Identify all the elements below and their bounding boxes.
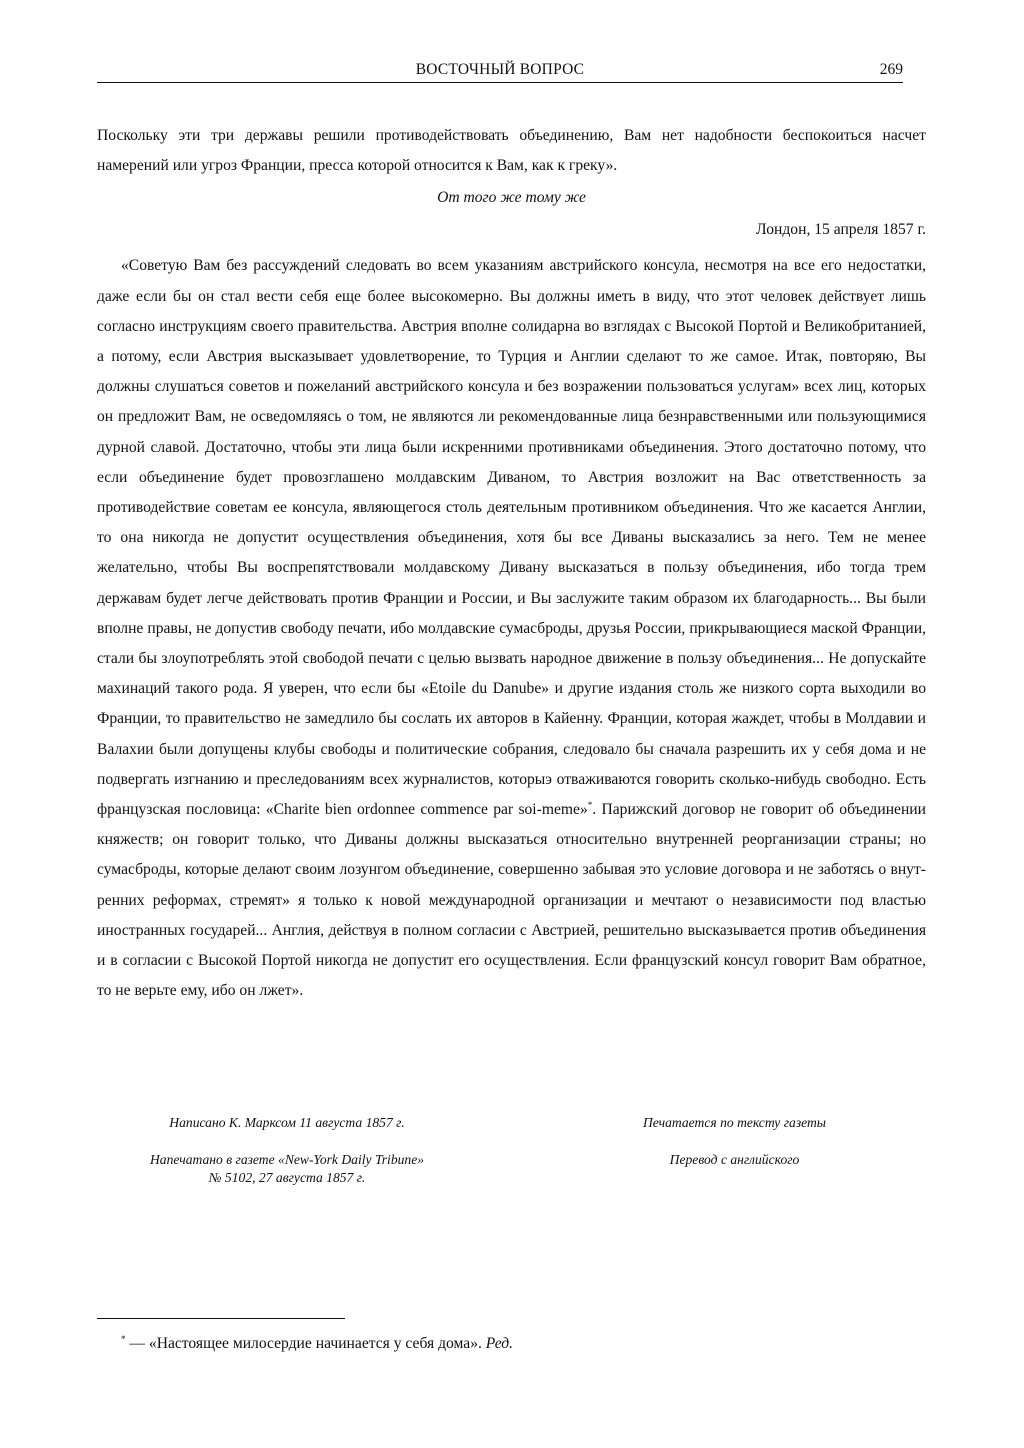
letter-text-part-1: «Советую Вам без рассуждений следовать во всем указаниям австрийского консула, несмотря на все его недостатки, даже если бы он стал вести себя еще более высокомерно. Вы должны иметь в виду, что этот человек действует лишь согласно инструкциям своего правительства. Австрия вполне солидарна во взглядах с Высокой Портой и Великобританией, а потому, если Австрия высказывает удовлетворение, то Турция и Англии сделают то же самое. Итак, повторяю, Вы должны слушаться советов и пожеланий австрийского консула и без возражении пользоваться услугам» всех лиц, которых он предложит Вам, не осведомляясь о том, не являются ли рекомендованные лица безнравственными или пользующимися дурной славой. Достаточно, чтобы эти лица были искренними противниками объединения. Этого достаточно потому, что если объединение будет провозглашено молдавским Диваном, то Австрия возложит на Вас ответственность за противодействие советам ее консула, являющегося столь деятельным противником объединения. Что же касается Англии, то она никогда не допустит осуществления объединения, хотя бы все Диваны высказались за него. Тем не менее желательно, чтобы Вы воспрепятствовали молдавскому Дивану высказаться в пользу объединения, ибо тогда трем державам будет легче действовать против Франции и России, и Вы заслужите таким образом их благодарность... Вы были вполне правы, не допустив свободу печати, ибо молдавские сумасброды, друзья России, прикрывающиеся маской Франции, стали бы злоупотреблять этой свободой печати с целью вызвать народное движение в пользу объединения... Не допускайте махинаций такого рода. Я уверен, что если бы «Etoile du Danube» и другие издания столь же низкого сорта выходили во Франции, то правительство не замедлило бы сослать их авторов в Кайенну. Франции, которая жаждет, чтобы в Молдавии и Валахии были допущены клубы свободы и политические собрания, следовало бы сначала разрешить их у себя дома и не подвергать изгнанию и преследованиям всех журналистов, которыэ отваживаются говорить сколько-нибудь свободно. Есть французская пословица: «Charite bien ordonnee commence par soi-meme» xyxy=(97,257,926,819)
colophon-left xyxy=(97,1114,477,1206)
colophon-translation: Перевод с английского xyxy=(669,1152,800,1167)
colophon-written: Написано К. Марксом 11 августа 1857 г. xyxy=(169,1115,405,1130)
letter-paragraph xyxy=(97,251,926,1006)
colophon-printed-line1: Напечатано в газете «New-York Daily Tribune» xyxy=(149,1152,425,1167)
colophon-printed xyxy=(97,1151,477,1187)
page-number: 269 xyxy=(879,61,903,78)
letter-dateline: Лондон, 15 апреля 1857 г. xyxy=(756,221,926,239)
running-head xyxy=(97,60,903,83)
footnote-marker: * xyxy=(121,1334,126,1344)
colophon-printed-line2: № 5102, 27 августа 1857 г. xyxy=(208,1170,366,1185)
running-title: ВОСТОЧНЫЙ ВОПРОС xyxy=(415,61,585,78)
footnote-editor-mark: Ред. xyxy=(485,1335,514,1353)
letter-heading: От того же тому же xyxy=(437,189,586,207)
footnote xyxy=(121,1327,513,1356)
opening-paragraph: Поскольку эти три державы решили противодействовать объединению, Вам нет надобности беспокоиться насчет намерений или угроз Франции, пресса которой относится к Вам, как к греку». xyxy=(97,127,926,175)
colophon-right xyxy=(537,1114,932,1188)
footnote-divider xyxy=(97,1318,345,1319)
colophon-source: Печатается по тексту газеты xyxy=(642,1115,827,1130)
page-body xyxy=(97,60,926,1006)
letter-text-part-2: . Парижский договор не говорит об объединении княжеств; он говорит только, что Диваны должны высказаться относительно внутренней реорганизации страны; но сумасброды, которые делают своим лозунгом объединение, совершенно забывая это условие договора и не заботясь о внутренних реформах, стремят» я только к новой международной организации и мечтают о независимости под властью иностранных государей... Англия, действуя в полном согласии с Австрией, решительно высказывается против объединения и в согласии с Высокой Портой никогда не допустит его осуществления. Если французский консул говорит Вам обратное, то не верьте ему, ибо он лжет». xyxy=(97,801,927,1000)
footnote-reference: * xyxy=(587,799,593,810)
footnote-text: — «Настоящее милосердие начинается у себя дома». xyxy=(125,1335,486,1353)
